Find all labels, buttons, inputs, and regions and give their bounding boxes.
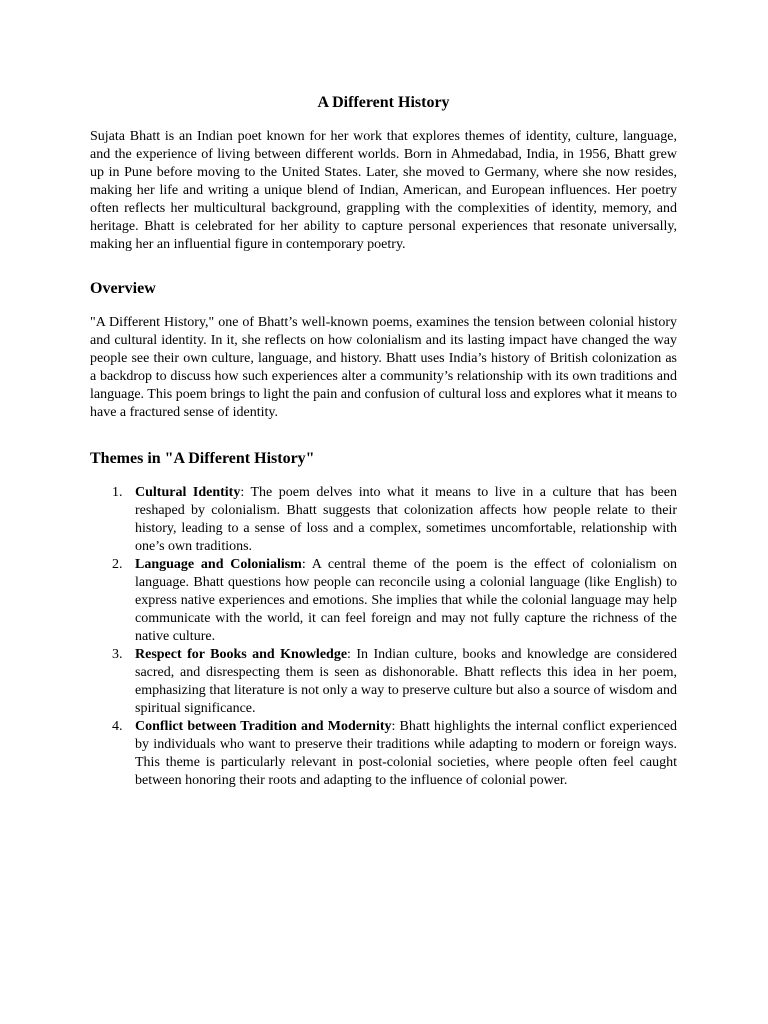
themes-heading: Themes in "A Different History" xyxy=(90,450,315,467)
page-title: A Different History xyxy=(317,94,450,111)
theme-item-tradition-modernity xyxy=(90,718,677,790)
theme-title: Conflict between Tradition and Modernity xyxy=(135,719,392,734)
theme-description: : The poem delves into what it means to live in a culture that has been reshaped by colonialism. Bhatt suggests that colonization affects how people relate to their history, leading to a sense of loss and a complex, sometimes uncomfortable, relationship with one’s own traditions. xyxy=(135,485,678,554)
theme-description: : Bhatt highlights the internal conflict experienced by individuals who want to preserve their traditions while adapting to modern or foreign ways. This theme is particularly relevant in post-colonial societies, where people often feel caught between honoring their roots and adapting to the influence of colonial power. xyxy=(135,719,677,788)
intro-paragraph: Sujata Bhatt is an Indian poet known for her work that explores themes of identity, culture, language, and the experience of living between different worlds. Born in Ahmedabad, India, in 1956, Bhatt grew up in Pune before moving to the United States. Later, she moved to Germany, where she now resides, making her life and writing a unique blend of Indian, American, and European influences. Her poetry often reflects her multicultural background, grappling with the complexities of identity, memory, and heritage. Bhatt is celebrated for her ability to capture personal experiences that resonate universally, making her an influential figure in contemporary poetry. xyxy=(90,129,677,252)
theme-title: Language and Colonialism xyxy=(135,557,302,572)
theme-number: 2. xyxy=(112,557,123,572)
theme-number: 4. xyxy=(112,719,123,734)
theme-number: 1. xyxy=(112,485,123,500)
theme-title: Respect for Books and Knowledge xyxy=(135,647,348,662)
theme-item-respect-books xyxy=(90,646,677,718)
themes-list xyxy=(90,484,677,790)
theme-item-language-colonialism xyxy=(90,556,677,646)
overview-paragraph: "A Different History," one of Bhatt’s well-known poems, examines the tension between colonial history and cultural identity. In it, she reflects on how colonialism and its lasting impact have changed the way people see their own culture, language, and history. Bhatt uses India’s history of British colonization as a backdrop to discuss how such experiences alter a community’s relationship with its own traditions and language. This poem brings to light the pain and confusion of cultural loss and explores what it means to have a fractured sense of identity. xyxy=(90,315,677,420)
theme-number: 3. xyxy=(112,647,123,662)
theme-title: Cultural Identity xyxy=(135,485,241,500)
theme-description: : A central theme of the poem is the effect of colonialism on language. Bhatt questions how people can reconcile using a colonial language (like English) to express native experiences and emotions. She implies that while the colonial language may help communicate with the world, it can feel foreign and may not fully capture the richness of the native culture. xyxy=(135,557,677,644)
overview-heading: Overview xyxy=(90,280,156,297)
theme-item-cultural-identity xyxy=(90,484,677,556)
document-page xyxy=(90,92,677,790)
theme-description: : In Indian culture, books and knowledge are considered sacred, and disrespecting them is seen as dishonorable. Bhatt reflects this idea in her poem, emphasizing that literature is not only a way to preserve culture but also a source of wisdom and spiritual significance. xyxy=(135,647,677,716)
